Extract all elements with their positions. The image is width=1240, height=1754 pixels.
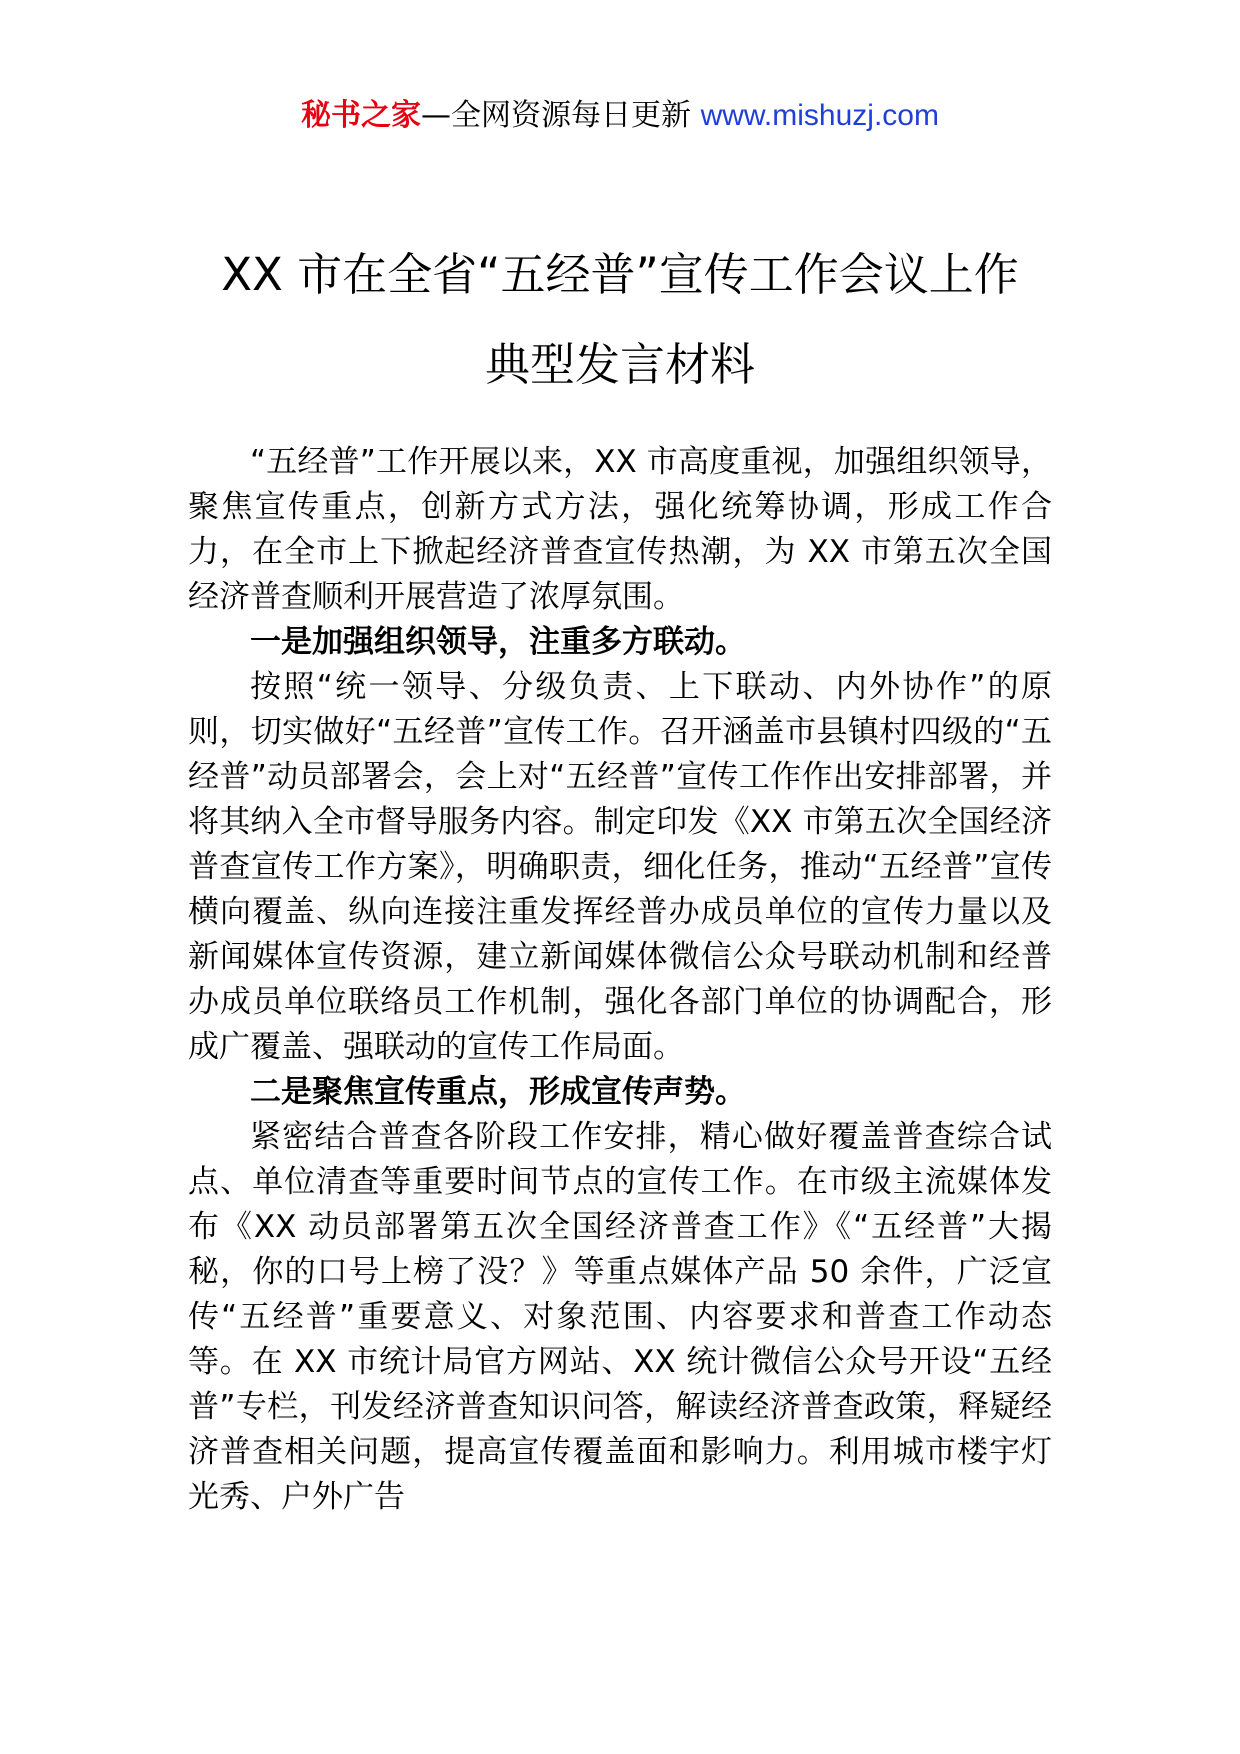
section-heading-2: 二是聚焦宣传重点，形成宣传声势。 (250, 1074, 746, 1110)
site-header (0, 96, 1240, 136)
document-title-line-1: XX 市在全省“五经普”宣传工作会议上作 (221, 248, 1019, 301)
paragraph-intro: “五经普”工作开展以来，XX 市高度重视，加强组织领导，聚焦宣传重点，创新方式方法，强化统筹协调，形成工作合力，在全市上下掀起经济普查宣传热潮，为 XX 市第五次全国经济普查顺利开展营造了浓厚氛围。 (188, 444, 1052, 615)
document-body (188, 440, 1052, 1520)
site-brand: 秘书之家 (301, 98, 422, 133)
document-title (150, 230, 1090, 410)
section-heading-1: 一是加强组织领导，注重多方联动。 (250, 624, 746, 660)
document-title-line-2: 典型发言材料 (484, 338, 755, 391)
site-url-link[interactable]: www.mishuzj.com (700, 99, 939, 132)
paragraph-section-2: 紧密结合普查各阶段工作安排，精心做好覆盖普查综合试点、单位清查等重要时间节点的宣传工作。在市级主流媒体发布《XX 动员部署第五次全国经济普查工作》《“五经普”大揭秘，你的口号上榜了没？》等重点媒体产品 50 余件，广泛宣传“五经普”重要意义、对象范围、内容要求和普查工作动态等。在 XX 市统计局官方网站、XX 统计微信公众号开设“五经普”专栏，刊发经济普查知识问答，解读经济普查政策，释疑经济普查相关问题，提高宣传覆盖面和影响力。利用城市楼宇灯光秀、户外广告 (188, 1119, 1052, 1515)
paragraph-section-1: 按照“统一领导、分级负责、上下联动、内外协作”的原则，切实做好“五经普”宣传工作。召开涵盖市县镇村四级的“五经普”动员部署会，会上对“五经普”宣传工作作出安排部署，并将其纳入全市督导服务内容。制定印发《XX 市第五次全国经济普查宣传工作方案》，明确职责，细化任务，推动“五经普”宣传横向覆盖、纵向连接注重发挥经普办成员单位的宣传力量以及新闻媒体宣传资源，建立新闻媒体微信公众号联动机制和经普办成员单位联络员工作机制，强化各部门单位的协调配合，形成广覆盖、强联动的宣传工作局面。 (188, 669, 1052, 1065)
site-tagline: —全网资源每日更新 (421, 98, 692, 133)
